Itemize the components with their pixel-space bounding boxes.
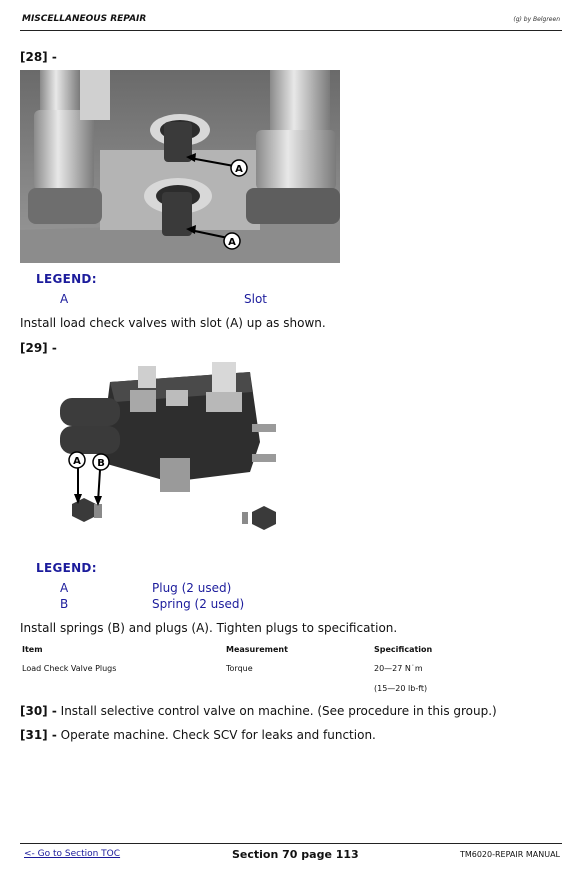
step-29-legend-title: LEGEND: (36, 561, 97, 575)
table-cell-spec: 20—27 N˙m (374, 664, 423, 673)
footer-divider (20, 843, 562, 844)
step-28-legend-title: LEGEND: (36, 272, 97, 286)
header-divider (20, 30, 562, 31)
table-header-item: Item (22, 645, 43, 654)
step-29-photo (20, 362, 340, 552)
footer-page-number: Section 70 page 113 (232, 848, 359, 861)
step-28-legend-val-a: Slot (244, 292, 267, 306)
callout-a-1: A (235, 164, 243, 175)
step-29-legend-val-a: Plug (2 used) (152, 581, 232, 595)
step-28-label: [28] - (20, 50, 57, 64)
step-29-legend-val-b: Spring (2 used) (152, 597, 245, 611)
step-31 (20, 728, 376, 742)
callout-a-plug: A (73, 456, 81, 467)
step-30-text: Install selective control valve on machine. (See procedure in this group.) (60, 704, 497, 718)
step-31-label: [31] - (20, 728, 57, 742)
footer-manual-name: TM6020-REPAIR MANUAL (459, 850, 560, 859)
table-cell-spec-alt: (15—20 lb-ft) (374, 684, 428, 693)
table-cell-measurement: Torque (226, 664, 253, 673)
step-29-legend-key-b: B (60, 597, 69, 611)
step-30 (20, 704, 497, 718)
step-29-legend-key-a: A (60, 581, 69, 595)
table-header-specification: Specification (374, 645, 433, 654)
callout-a-2: A (228, 237, 236, 248)
step-28-photo (20, 70, 340, 263)
go-to-section-toc-link[interactable]: <- Go to Section TOC (24, 849, 121, 859)
step-29-instruction: Install springs (B) and plugs (A). Tighten plugs to specification. (20, 621, 398, 635)
page-header-title: MISCELLANEOUS REPAIR (22, 14, 147, 24)
step-29-label: [29] - (20, 341, 57, 355)
table-cell-item: Load Check Valve Plugs (22, 664, 117, 673)
step-31-text: Operate machine. Check SCV for leaks and function. (60, 728, 376, 742)
step-28-legend-key-a: A (60, 292, 69, 306)
table-header-measurement: Measurement (226, 645, 288, 654)
page-header-credit: (g) by Belgreen (513, 16, 560, 23)
step-30-label: [30] - (20, 704, 57, 718)
callout-b-spring: B (97, 458, 105, 469)
step-28-instruction: Install load check valves with slot (A) up as shown. (20, 316, 326, 330)
